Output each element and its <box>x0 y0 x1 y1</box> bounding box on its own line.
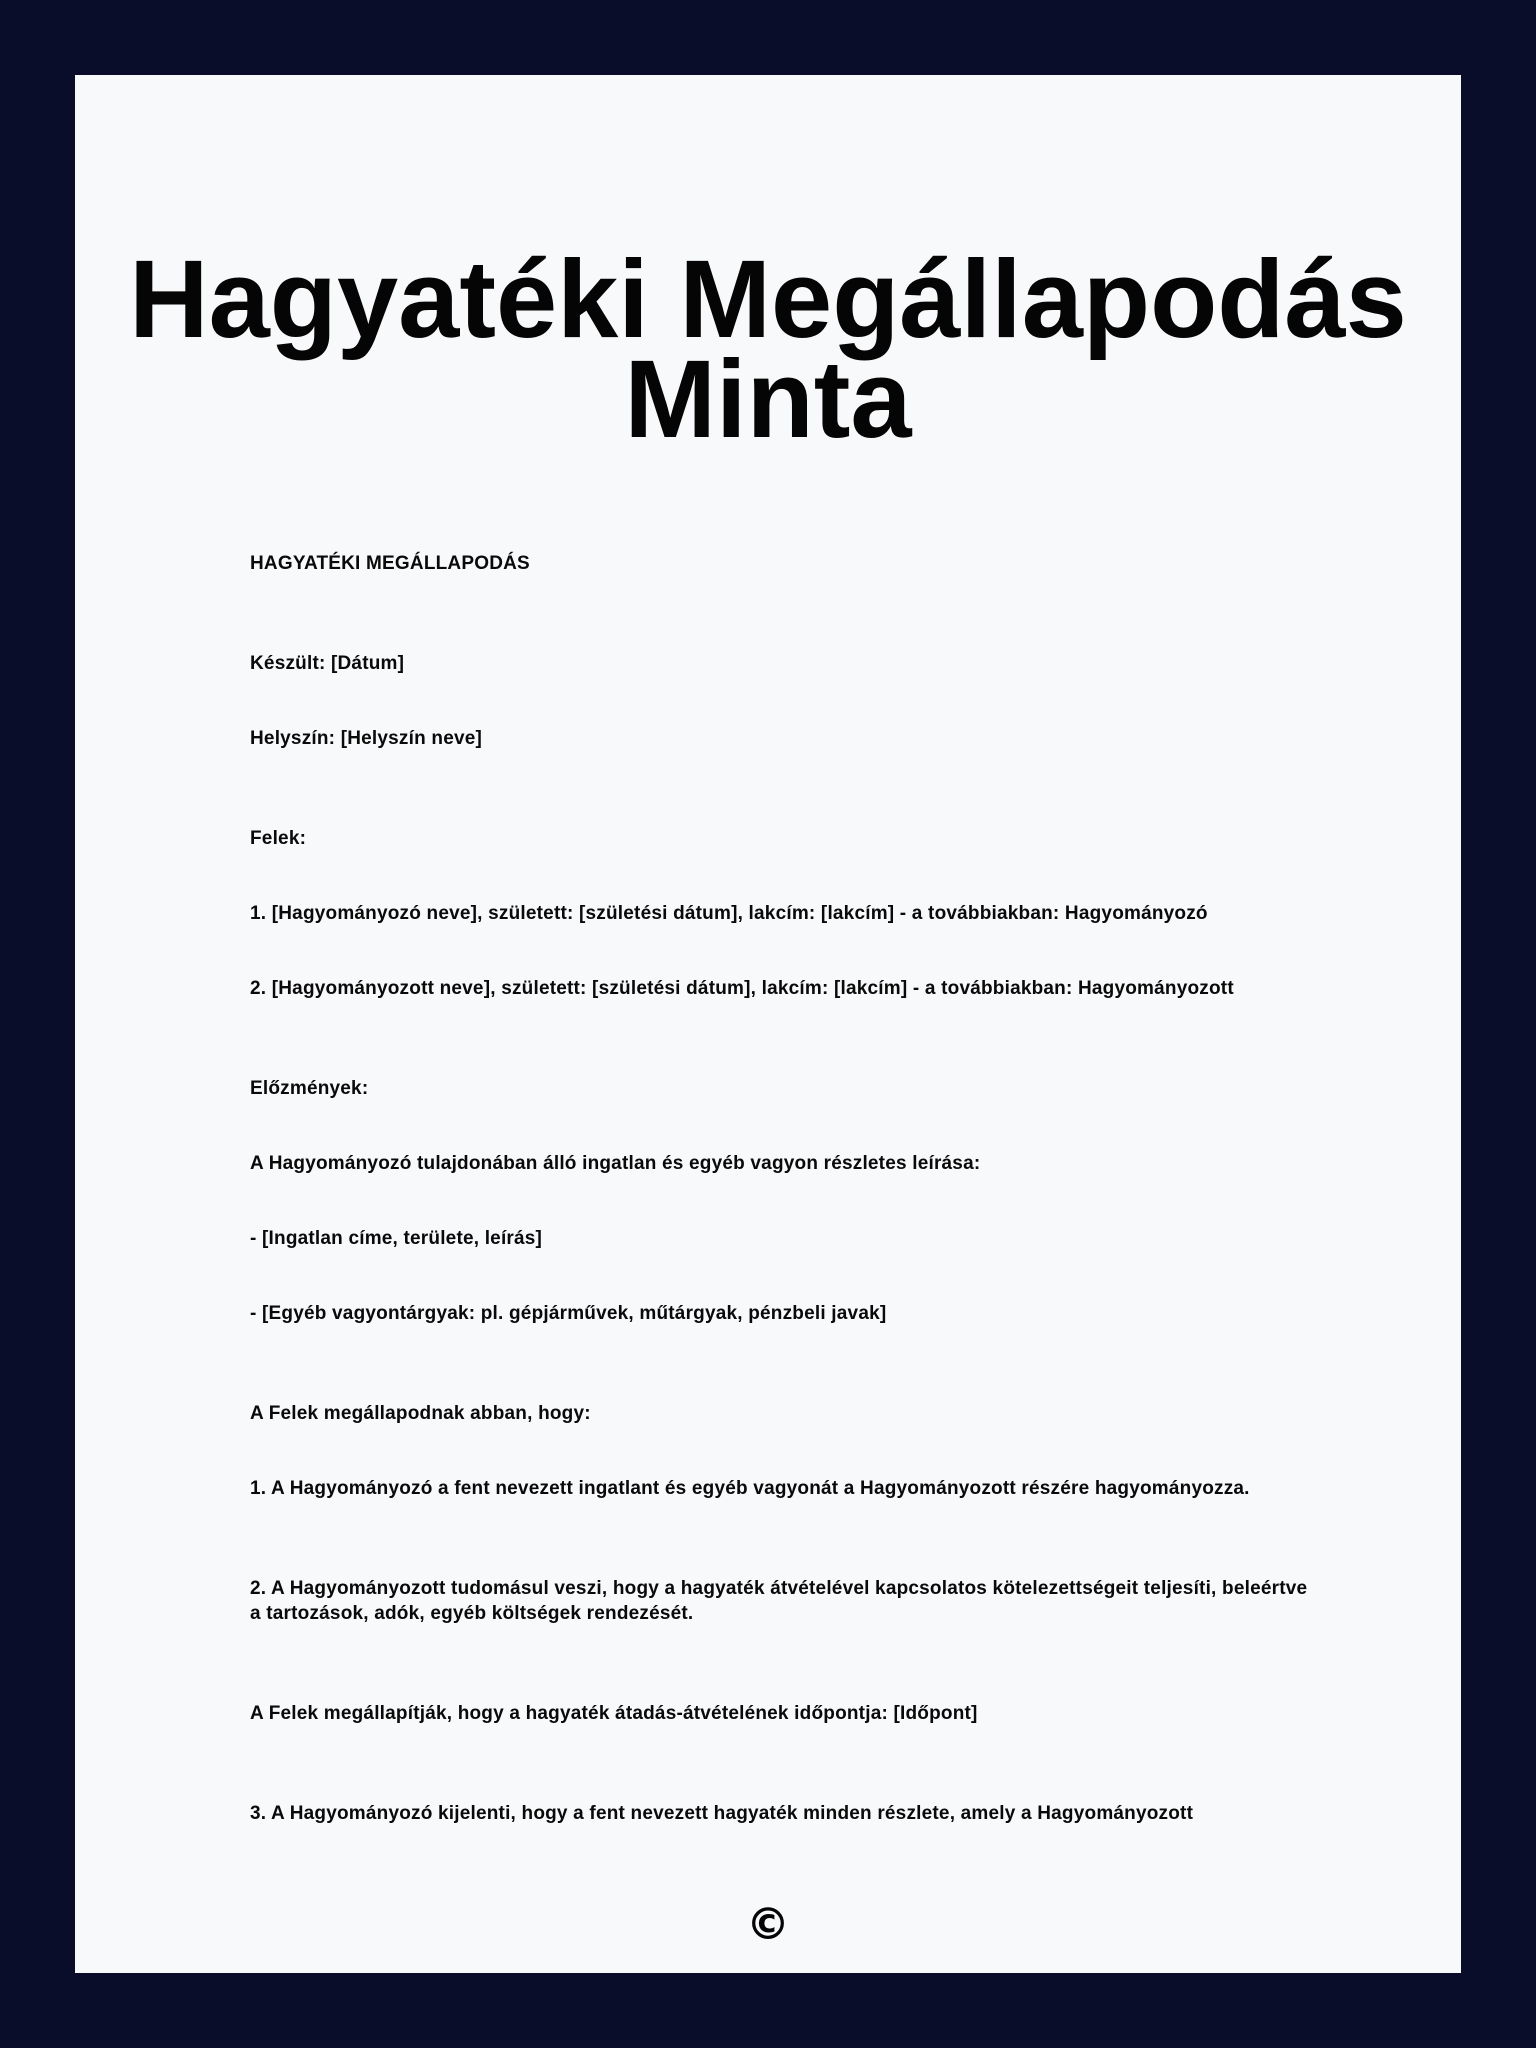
document-page <box>75 75 1461 1973</box>
agreement-intro: A Felek megállapodnak abban, hogy: <box>250 1403 591 1424</box>
clause-1: 1. A Hagyományozó a fent nevezett ingatlant és egyéb vagyonát a Hagyományozott részére hagyományozza. <box>250 1478 1250 1499</box>
agreement-heading: HAGYATÉKI MEGÁLLAPODÁS <box>250 553 530 574</box>
party-2: 2. [Hagyományozott neve], született: [születési dátum], lakcím: [lakcím] - a továbbiakban: Hagyományozott <box>250 978 1234 999</box>
made-on-line: Készült: [Dátum] <box>250 653 405 674</box>
parties-heading: Felek: <box>250 828 307 849</box>
location-line: Helyszín: [Helyszín neve] <box>250 728 483 749</box>
clause-2: 2. A Hagyományozott tudomásul veszi, hogy a hagyaték átvételével kapcsolatos kötelezettségeit teljesíti, beleértve a tartozások, adók, egyéb költségek rendezését. <box>250 1578 1308 1624</box>
party-1: 1. [Hagyományozó neve], született: [születési dátum], lakcím: [lakcím] - a továbbiakban: Hagyományozó <box>250 903 1208 924</box>
handover-date-line: A Felek megállapítják, hogy a hagyaték átadás-átvételének időpontja: [Időpont] <box>250 1703 978 1724</box>
document-title: Hagyatéki Megállapodás Minta <box>129 238 1407 461</box>
background-intro: A Hagyományozó tulajdonában álló ingatlan és egyéb vagyon részletes leírása: <box>250 1153 981 1174</box>
background-heading: Előzmények: <box>250 1078 369 1099</box>
copyright-icon: © <box>746 1899 790 1950</box>
asset-item-1: - [Ingatlan címe, területe, leírás] <box>250 1228 543 1249</box>
document-body <box>75 75 1461 1973</box>
asset-item-2: - [Egyéb vagyontárgyak: pl. gépjárművek, műtárgyak, pénzbeli javak] <box>250 1303 887 1324</box>
clause-3: 3. A Hagyományozó kijelenti, hogy a fent nevezett hagyaték minden részlete, amely a Hagyományozott <box>250 1803 1194 1824</box>
